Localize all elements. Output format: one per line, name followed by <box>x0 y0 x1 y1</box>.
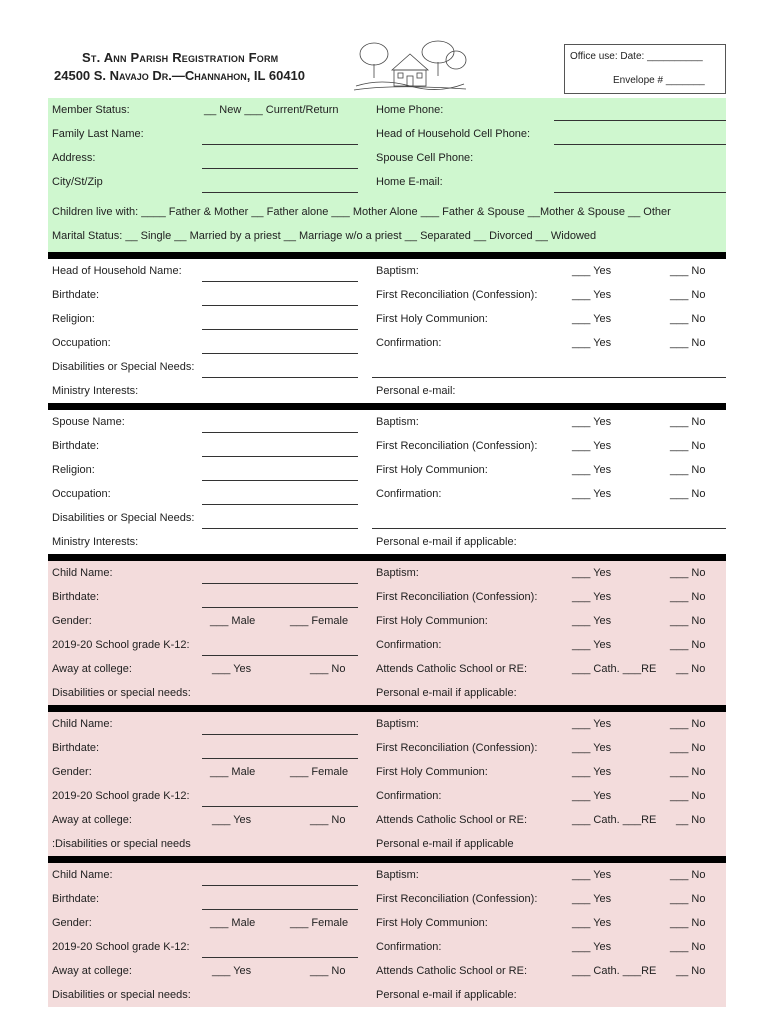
family-name-row <box>48 122 726 146</box>
city-field[interactable] <box>202 192 358 193</box>
address-label: Address: <box>52 152 96 164</box>
spouse-disabilities-label: Disabilities or Special Needs: <box>52 512 195 524</box>
child-gender-female[interactable]: ___ Female <box>290 917 349 929</box>
spouse-reconciliation-no[interactable]: ___ No <box>670 440 706 452</box>
child-confirmation-no[interactable]: ___ No <box>670 941 706 953</box>
member-status-row <box>48 98 726 122</box>
child-grade-row <box>48 784 726 808</box>
section-divider <box>48 554 726 561</box>
child-baptism-yes[interactable]: ___ Yes <box>572 567 612 579</box>
child-gender-male[interactable]: ___ Male <box>210 766 256 778</box>
spouse-religion-row <box>48 458 726 482</box>
child-baptism-yes[interactable]: ___ Yes <box>572 718 612 730</box>
family-last-name-field[interactable] <box>202 144 358 145</box>
child-birthdate-row <box>48 585 726 609</box>
child-gender-label: Gender: <box>52 917 92 929</box>
office-envelope-label: Envelope # _______ <box>613 75 705 86</box>
child-confirmation-label: Confirmation: <box>376 790 442 802</box>
child-college-label: Away at college: <box>52 814 132 826</box>
child-confirmation-no[interactable]: ___ No <box>670 790 706 802</box>
child-reconciliation-no[interactable]: ___ No <box>670 742 706 754</box>
children-sections <box>48 561 726 1007</box>
hoh-ministry-label: Ministry Interests: <box>52 385 139 397</box>
hoh-baptism-yes[interactable]: ___ Yes <box>572 265 612 277</box>
child-college-yes[interactable]: ___ Yes <box>212 814 252 826</box>
spouse-baptism-yes[interactable]: ___ Yes <box>572 416 612 428</box>
hoh-birthdate-field[interactable] <box>202 305 358 306</box>
child-disabilities-label: Disabilities or special needs: <box>52 989 191 1001</box>
form-header <box>48 38 726 98</box>
child-birthdate-label: Birthdate: <box>52 742 100 754</box>
child-baptism-label: Baptism: <box>376 567 419 579</box>
child-gender-row <box>48 911 726 935</box>
spouse-section <box>48 410 726 554</box>
hoh-reconciliation-label: First Reconciliation (Confession): <box>376 289 538 301</box>
child-communion-label: First Holy Communion: <box>376 766 488 778</box>
child-catholic-school-label: Attends Catholic School or RE: <box>376 663 528 675</box>
child-confirmation-yes[interactable]: ___ Yes <box>572 941 612 953</box>
spouse-ministry-row <box>48 530 726 554</box>
child-communion-label: First Holy Communion: <box>376 917 488 929</box>
child-name-field[interactable] <box>202 734 358 735</box>
city-label: City/St/Zip <box>52 176 103 188</box>
marital-status-text[interactable]: Marital Status: __ Single __ Married by a priest __ Marriage w/o a priest __ Separated __ Divorced __ Widowed <box>52 230 597 242</box>
form-title: St. Ann Parish Registration Form <box>82 50 279 65</box>
head-of-household-section <box>48 259 726 403</box>
child-gender-label: Gender: <box>52 766 92 778</box>
child-section <box>48 863 726 1007</box>
hoh-extra-line[interactable] <box>372 377 726 378</box>
child-baptism-no[interactable]: ___ No <box>670 869 706 881</box>
spouse-occupation-label: Occupation: <box>52 488 111 500</box>
child-birthdate-row <box>48 887 726 911</box>
home-email-field[interactable] <box>554 192 726 193</box>
hoh-religion-field[interactable] <box>202 329 358 330</box>
child-college-label: Away at college: <box>52 663 132 675</box>
spouse-communion-no[interactable]: ___ No <box>670 464 706 476</box>
child-reconciliation-yes[interactable]: ___ Yes <box>572 742 612 754</box>
child-college-row <box>48 657 726 681</box>
child-gender-row <box>48 609 726 633</box>
child-name-label: Child Name: <box>52 567 113 579</box>
child-grade-label: 2019-20 School grade K-12: <box>52 639 190 651</box>
home-email-label: Home E-mail: <box>376 176 443 188</box>
child-confirmation-label: Confirmation: <box>376 639 442 651</box>
hoh-birthdate-label: Birthdate: <box>52 289 100 301</box>
child-baptism-label: Baptism: <box>376 718 419 730</box>
section-divider <box>48 403 726 410</box>
child-college-label: Away at college: <box>52 965 132 977</box>
spouse-name-field[interactable] <box>202 432 358 433</box>
hoh-communion-no[interactable]: ___ No <box>670 313 706 325</box>
child-gender-label: Gender: <box>52 615 92 627</box>
hoh-confirmation-label: Confirmation: <box>376 337 442 349</box>
spouse-birthdate-field[interactable] <box>202 456 358 457</box>
child-grade-field[interactable] <box>202 957 358 958</box>
hoh-confirmation-yes[interactable]: ___ Yes <box>572 337 612 349</box>
child-reconciliation-yes[interactable]: ___ Yes <box>572 591 612 603</box>
child-confirmation-yes[interactable]: ___ Yes <box>572 639 612 651</box>
child-gender-female[interactable]: ___ Female <box>290 615 349 627</box>
child-name-row <box>48 561 726 585</box>
child-catholic-school-label: Attends Catholic School or RE: <box>376 965 528 977</box>
child-baptism-label: Baptism: <box>376 869 419 881</box>
child-email-label: Personal e-mail if applicable: <box>376 687 517 699</box>
child-name-row <box>48 712 726 736</box>
child-birthdate-row <box>48 736 726 760</box>
home-phone-field[interactable] <box>554 120 726 121</box>
home-phone-label: Home Phone: <box>376 104 444 116</box>
spouse-birthdate-row <box>48 434 726 458</box>
child-college-no[interactable]: ___ No <box>310 814 346 826</box>
child-grade-row <box>48 935 726 959</box>
office-date-label: Office use: Date: __________ <box>570 51 703 62</box>
child-name-label: Child Name: <box>52 718 113 730</box>
parish-address: 24500 S. Navajo Dr.—Channahon, IL 60410 <box>54 68 306 83</box>
spouse-communion-label: First Holy Communion: <box>376 464 488 476</box>
child-email-label: Personal e-mail if applicable <box>376 838 514 850</box>
child-birthdate-field[interactable] <box>202 758 358 759</box>
child-gender-male[interactable]: ___ Male <box>210 615 256 627</box>
child-name-field[interactable] <box>202 583 358 584</box>
hoh-disabilities-row <box>48 355 726 379</box>
child-catholic-school-label: Attends Catholic School or RE: <box>376 814 528 826</box>
hoh-name-field[interactable] <box>202 281 358 282</box>
child-cath-option[interactable]: ___ Cath. ___RE <box>572 814 657 826</box>
spouse-name-row <box>48 410 726 434</box>
spouse-disabilities-field[interactable] <box>202 528 358 529</box>
registration-form <box>48 38 726 1007</box>
spouse-email-label: Personal e-mail if applicable: <box>376 536 517 548</box>
marital-status-row[interactable] <box>48 224 726 248</box>
spouse-occupation-row <box>48 482 726 506</box>
child-email-label: Personal e-mail if applicable: <box>376 989 517 1001</box>
child-name-field[interactable] <box>202 885 358 886</box>
hoh-communion-yes[interactable]: ___ Yes <box>572 313 612 325</box>
child-confirmation-no[interactable]: ___ No <box>670 639 706 651</box>
hoh-cell-label: Head of Household Cell Phone: <box>376 128 531 140</box>
spouse-reconciliation-yes[interactable]: ___ Yes <box>572 440 612 452</box>
child-disabilities-label: :Disabilities or special needs <box>52 838 191 850</box>
section-divider <box>48 856 726 863</box>
hoh-email-label: Personal e-mail: <box>376 385 456 397</box>
hoh-occupation-field[interactable] <box>202 353 358 354</box>
hoh-religion-label: Religion: <box>52 313 95 325</box>
spouse-reconciliation-label: First Reconciliation (Confession): <box>376 440 538 452</box>
child-disabilities-row <box>48 832 726 856</box>
spouse-extra-line[interactable] <box>372 528 726 529</box>
child-grade-row <box>48 633 726 657</box>
spouse-communion-yes[interactable]: ___ Yes <box>572 464 612 476</box>
child-communion-no[interactable]: ___ No <box>670 615 706 627</box>
hoh-baptism-label: Baptism: <box>376 265 419 277</box>
hoh-reconciliation-no[interactable]: ___ No <box>670 289 706 301</box>
member-status-options[interactable]: __ New ___ Current/Return <box>204 104 339 116</box>
spouse-cell-label: Spouse Cell Phone: <box>376 152 474 164</box>
child-name-label: Child Name: <box>52 869 113 881</box>
child-grade-label: 2019-20 School grade K-12: <box>52 790 190 802</box>
child-birthdate-label: Birthdate: <box>52 893 100 905</box>
child-reconciliation-no[interactable]: ___ No <box>670 893 706 905</box>
child-communion-yes[interactable]: ___ Yes <box>572 766 612 778</box>
hoh-ministry-row <box>48 379 726 403</box>
spouse-ministry-label: Ministry Interests: <box>52 536 139 548</box>
child-college-yes[interactable]: ___ Yes <box>212 965 252 977</box>
child-grade-field[interactable] <box>202 806 358 807</box>
child-college-row <box>48 959 726 983</box>
child-college-no[interactable]: ___ No <box>310 663 346 675</box>
hoh-communion-label: First Holy Communion: <box>376 313 488 325</box>
office-use-box <box>564 44 726 94</box>
children-live-with-row[interactable] <box>48 200 726 224</box>
family-last-name-label: Family Last Name: <box>52 128 144 140</box>
child-baptism-no[interactable]: ___ No <box>670 718 706 730</box>
spouse-baptism-no[interactable]: ___ No <box>670 416 706 428</box>
spouse-name-label: Spouse Name: <box>52 416 125 428</box>
child-name-row <box>48 863 726 887</box>
hoh-confirmation-no[interactable]: ___ No <box>670 337 706 349</box>
child-baptism-no[interactable]: ___ No <box>670 567 706 579</box>
child-cath-option[interactable]: ___ Cath. ___RE <box>572 965 657 977</box>
child-disabilities-row <box>48 681 726 705</box>
child-disabilities-row <box>48 983 726 1007</box>
child-college-no[interactable]: ___ No <box>310 965 346 977</box>
member-status-label: Member Status: <box>52 104 130 116</box>
spouse-occupation-field[interactable] <box>202 504 358 505</box>
hoh-disabilities-field[interactable] <box>202 377 358 378</box>
child-birthdate-field[interactable] <box>202 607 358 608</box>
child-communion-no[interactable]: ___ No <box>670 766 706 778</box>
hoh-occupation-label: Occupation: <box>52 337 111 349</box>
hoh-name-row <box>48 259 726 283</box>
spouse-baptism-label: Baptism: <box>376 416 419 428</box>
section-divider <box>48 705 726 712</box>
hoh-cell-field[interactable] <box>554 144 726 145</box>
child-college-yes[interactable]: ___ Yes <box>212 663 252 675</box>
hoh-name-label: Head of Household Name: <box>52 265 182 277</box>
hoh-birthdate-row <box>48 283 726 307</box>
city-row <box>48 170 726 194</box>
child-gender-male[interactable]: ___ Male <box>210 917 256 929</box>
child-baptism-yes[interactable]: ___ Yes <box>572 869 612 881</box>
child-cath-no[interactable]: __ No <box>676 965 706 977</box>
child-cath-no[interactable]: __ No <box>676 663 706 675</box>
hoh-occupation-row <box>48 331 726 355</box>
church-sketch-icon <box>352 40 468 92</box>
spouse-confirmation-no[interactable]: ___ No <box>670 488 706 500</box>
child-grade-label: 2019-20 School grade K-12: <box>52 941 190 953</box>
child-cath-no[interactable]: __ No <box>676 814 706 826</box>
child-communion-no[interactable]: ___ No <box>670 917 706 929</box>
address-row <box>48 146 726 170</box>
child-reconciliation-label: First Reconciliation (Confession): <box>376 591 538 603</box>
section-divider <box>48 252 726 259</box>
hoh-reconciliation-yes[interactable]: ___ Yes <box>572 289 612 301</box>
spouse-religion-label: Religion: <box>52 464 95 476</box>
child-birthdate-field[interactable] <box>202 909 358 910</box>
spouse-confirmation-yes[interactable]: ___ Yes <box>572 488 612 500</box>
child-reconciliation-label: First Reconciliation (Confession): <box>376 742 538 754</box>
children-live-with-text[interactable]: Children live with: ____ Father & Mother __ Father alone ___ Mother Alone ___ Father & Spouse __Mother & Spouse __ Other <box>52 206 671 218</box>
child-reconciliation-yes[interactable]: ___ Yes <box>572 893 612 905</box>
child-disabilities-label: Disabilities or special needs: <box>52 687 191 699</box>
child-reconciliation-no[interactable]: ___ No <box>670 591 706 603</box>
child-communion-yes[interactable]: ___ Yes <box>572 615 612 627</box>
child-college-row <box>48 808 726 832</box>
address-field[interactable] <box>202 168 358 169</box>
child-cath-option[interactable]: ___ Cath. ___RE <box>572 663 657 675</box>
child-birthdate-label: Birthdate: <box>52 591 100 603</box>
child-section <box>48 712 726 856</box>
hoh-disabilities-label: Disabilities or Special Needs: <box>52 361 195 373</box>
child-confirmation-label: Confirmation: <box>376 941 442 953</box>
child-gender-female[interactable]: ___ Female <box>290 766 349 778</box>
spouse-birthdate-label: Birthdate: <box>52 440 100 452</box>
child-section <box>48 561 726 705</box>
family-info-section <box>48 98 726 252</box>
hoh-baptism-no[interactable]: ___ No <box>670 265 706 277</box>
hoh-religion-row <box>48 307 726 331</box>
child-communion-label: First Holy Communion: <box>376 615 488 627</box>
child-reconciliation-label: First Reconciliation (Confession): <box>376 893 538 905</box>
spouse-disabilities-row <box>48 506 726 530</box>
spouse-religion-field[interactable] <box>202 480 358 481</box>
child-grade-field[interactable] <box>202 655 358 656</box>
child-communion-yes[interactable]: ___ Yes <box>572 917 612 929</box>
child-gender-row <box>48 760 726 784</box>
spouse-confirmation-label: Confirmation: <box>376 488 442 500</box>
child-confirmation-yes[interactable]: ___ Yes <box>572 790 612 802</box>
